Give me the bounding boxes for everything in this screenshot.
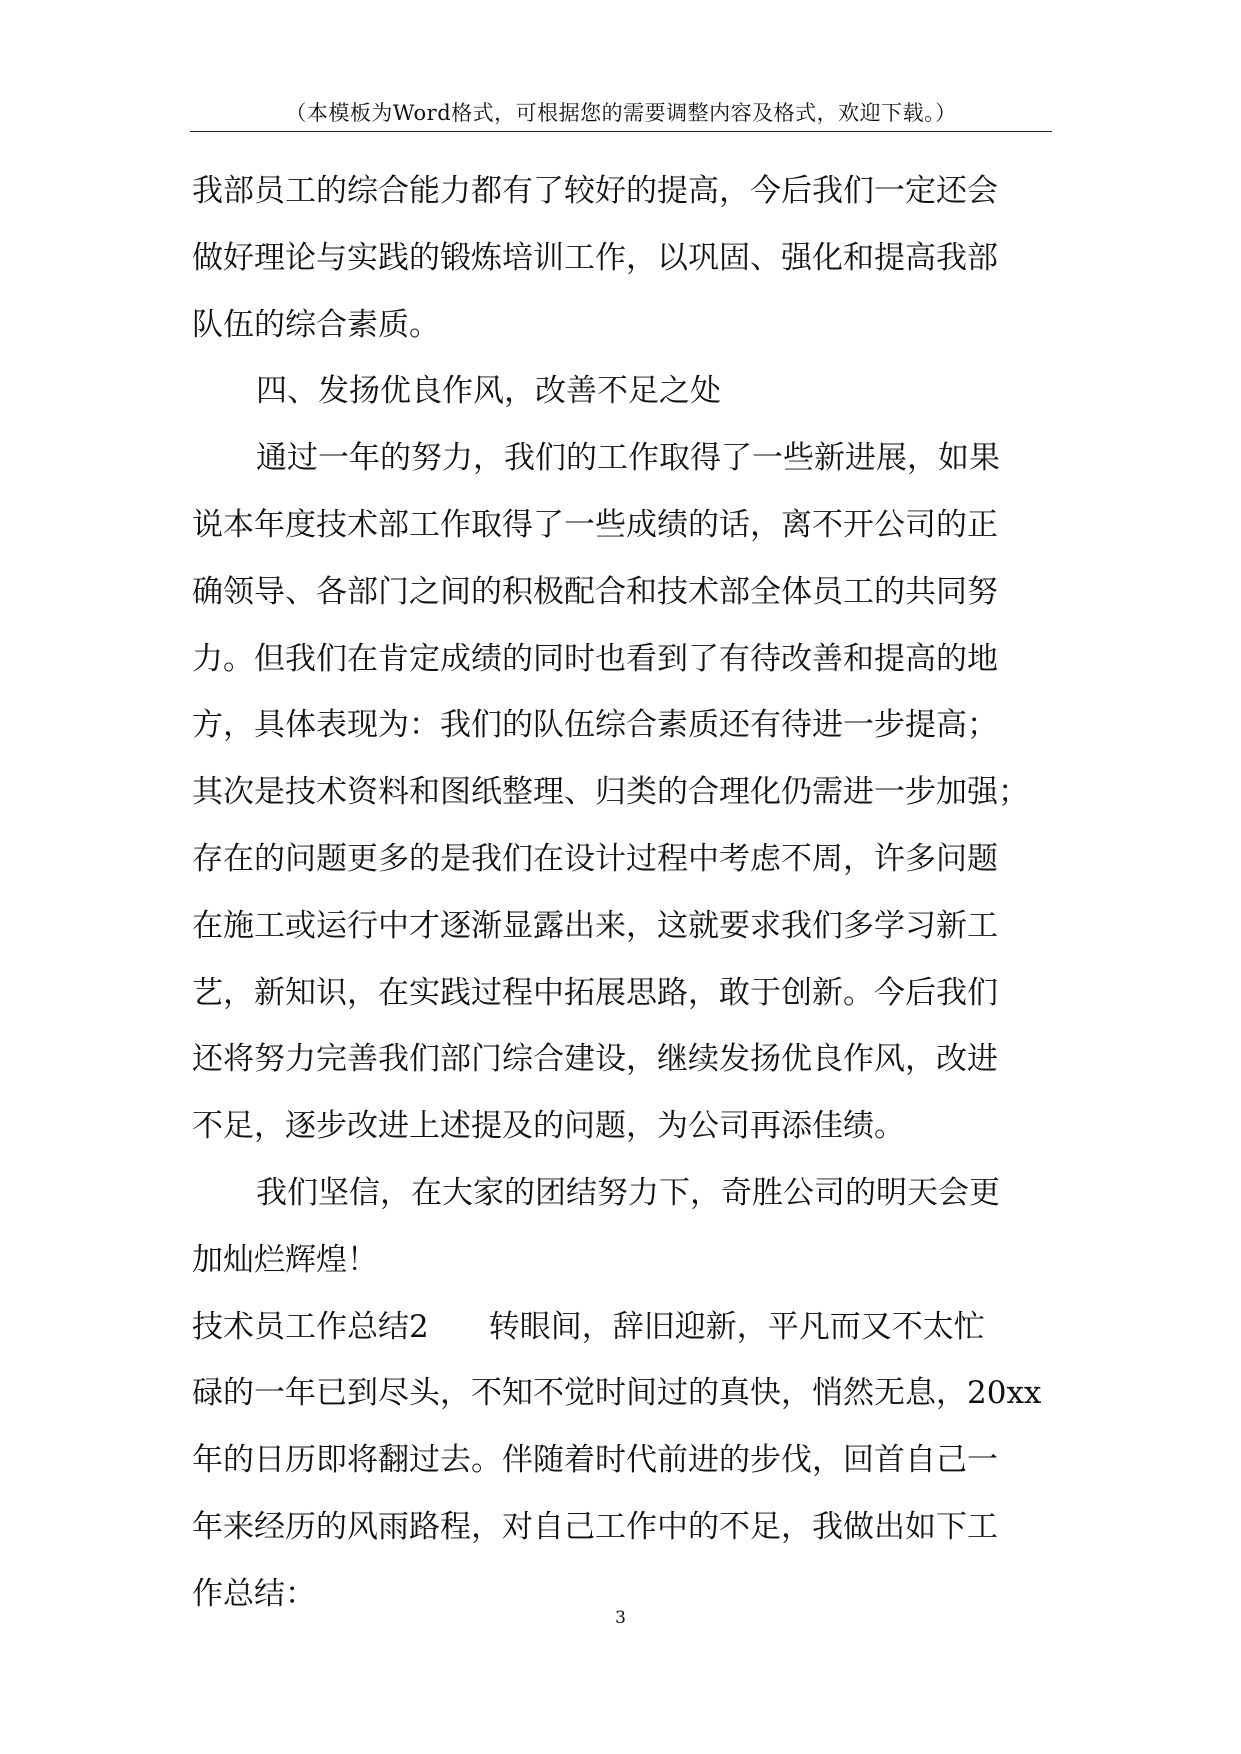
section2-opening-text: 转眼间，辞旧迎新，平凡而又不太忙 xyxy=(488,1308,985,1345)
paragraph-line: 不足，逐步改进上述提及的问题，为公司再添佳绩。 xyxy=(192,1108,905,1145)
section2-first-line xyxy=(192,1294,1072,1361)
paragraph-line: 年来经历的风雨路程，对自己工作中的不足，我做出如下工 xyxy=(192,1508,998,1545)
paragraph-line: 作总结： xyxy=(192,1575,316,1612)
document-body xyxy=(192,158,1072,1628)
paragraph-line: 艺，新知识，在实践过程中拓展思路，敢于创新。今后我们 xyxy=(192,974,998,1011)
paragraph-line: 还将努力完善我们部门综合建设，继续发扬优良作风，改进 xyxy=(192,1041,998,1078)
paragraph-line: 其次是技术资料和图纸整理、归类的合理化仍需进一步加强； xyxy=(192,774,1029,811)
paragraph-line: 存在的问题更多的是我们在设计过程中考虑不周，许多问题 xyxy=(192,840,998,877)
paragraph-line: 通过一年的努力，我们的工作取得了一些新进展，如果 xyxy=(256,440,1000,477)
paragraph-line: 做好理论与实践的锻炼培训工作，以巩固、强化和提高我部 xyxy=(192,239,998,276)
page-number: 3 xyxy=(615,1608,626,1628)
section2-title: 技术员工作总结2 xyxy=(192,1308,429,1345)
paragraph-line: 方，具体表现为：我们的队伍综合素质还有待进一步提高； xyxy=(192,707,998,744)
paragraph-line: 我们坚信，在大家的团结努力下，奇胜公司的明天会更 xyxy=(256,1174,1000,1211)
paragraph-line: 年的日历即将翻过去。伴随着时代前进的步伐，回首自己一 xyxy=(192,1442,998,1479)
template-note-header: （本模板为Word格式，可根据您的需要调整内容及格式，欢迎下载。） xyxy=(285,101,957,125)
paragraph-line: 说本年度技术部工作取得了一些成绩的话，离不开公司的正 xyxy=(192,506,998,543)
paragraph-line: 碌的一年已到尽头，不知不觉时间过的真快，悄然无息，20xx xyxy=(192,1375,1042,1412)
paragraph-line: 在施工或运行中才逐渐显露出来，这就要求我们多学习新工 xyxy=(192,907,998,944)
paragraph-line: 力。但我们在肯定成绩的同时也看到了有待改善和提高的地 xyxy=(192,640,998,677)
paragraph-line: 加灿烂辉煌！ xyxy=(192,1241,378,1278)
paragraph-line: 我部员工的综合能力都有了较好的提高，今后我们一定还会 xyxy=(192,173,998,209)
section-heading: 四、发扬优良作风，改善不足之处 xyxy=(256,373,721,410)
header-divider xyxy=(190,131,1052,132)
paragraph-line: 队伍的综合素质。 xyxy=(192,306,440,343)
paragraph-line: 确领导、各部门之间的积极配合和技术部全体员工的共同努 xyxy=(192,573,998,610)
